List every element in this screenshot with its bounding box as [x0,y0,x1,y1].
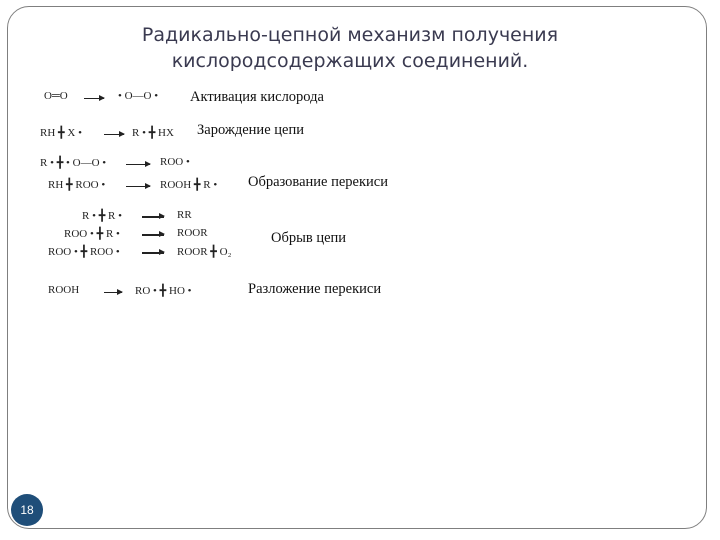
slide-frame [7,6,707,529]
termination-label: Обрыв цепи [271,230,347,246]
propagation-label: Образование перекиси [248,174,388,190]
activation-label: Активация кислорода [190,89,324,105]
decomposition-label: Разложение перекиси [248,281,382,297]
termination-step2-reactants: ROO • ╋ R • [64,228,120,240]
termination-step3-products: ROOR ╋ O₂ [177,246,232,258]
termination-step3-arrow [142,252,164,254]
propagation-step2-reactants: RH ╋ ROO • [48,179,106,191]
initiation-reactants: RH ╋ X • [40,127,82,139]
termination-step2-product: ROOR [177,227,208,239]
decomposition-products: RO • ╋ HO • [135,285,192,297]
termination-step1-product: RR [177,209,192,221]
decomposition-reactant: ROOH [48,284,80,296]
termination-step2-arrow [142,234,164,236]
initiation-label: Зарождение цепи [197,122,304,138]
termination-step1-arrow [142,216,164,218]
propagation-step1-reactants: R • ╋ • O—O • [40,157,107,169]
slide-title [80,22,620,74]
termination-step1-reactants: R • ╋ R • [82,210,122,222]
propagation-step2-products: ROOH ╋ R • [160,179,218,191]
activation-arrow [84,98,104,99]
propagation-step1-arrow [126,164,150,165]
title-line-2: кислородсодержащих соединений. [171,50,529,72]
termination-step3-reactants: ROO • ╋ ROO • [48,246,120,258]
slide-number-badge: 18 [11,494,43,526]
initiation-products: R • ╋ HX [132,127,174,139]
propagation-step2-arrow [126,186,150,187]
activation-reactant: O═O [44,90,68,102]
initiation-arrow [104,134,124,135]
activation-product: • O—O • [118,90,159,102]
decomposition-arrow [104,292,122,293]
propagation-step1-product: ROO • [160,156,190,168]
title-line-1: Радикально-цепной механизм получения [141,24,559,46]
